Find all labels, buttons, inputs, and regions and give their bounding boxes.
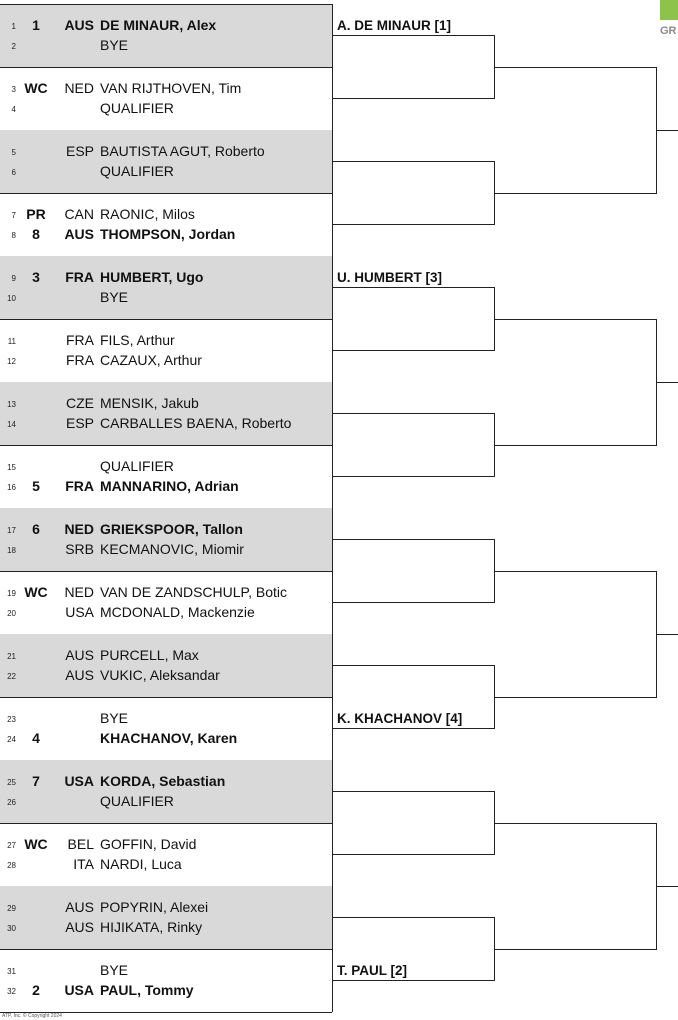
draw-position: 14	[7, 420, 16, 429]
round2-line	[332, 602, 494, 603]
seed-label: 1	[32, 17, 40, 33]
draw-position: 13	[7, 400, 16, 409]
player-nationality: FRA	[65, 269, 94, 285]
player-name: THOMPSON, Jordan	[100, 226, 236, 242]
seed-label: PR	[26, 206, 46, 222]
player-nationality: SRB	[65, 541, 94, 557]
player-name: CAZAUX, Arthur	[100, 352, 202, 368]
player-name: NARDI, Luca	[100, 856, 182, 872]
round2-line	[332, 728, 494, 729]
player-name: HUMBERT, Ugo	[100, 269, 204, 285]
seed-label: 3	[32, 269, 40, 285]
round2-line	[332, 980, 494, 981]
player-nationality: CZE	[66, 395, 94, 411]
player-nationality: FRA	[65, 478, 94, 494]
round2-line	[332, 98, 494, 99]
round2-line	[332, 413, 494, 414]
bracket-divider	[332, 4, 333, 1012]
player-name: CARBALLES BAENA, Roberto	[100, 415, 292, 431]
round3-line	[494, 949, 656, 950]
player-name: QUALIFIER	[100, 100, 174, 116]
tournament-logo	[660, 0, 678, 20]
player-nationality: USA	[65, 604, 94, 620]
draw-position: 30	[7, 924, 16, 933]
player-name: KORDA, Sebastian	[100, 773, 226, 789]
player-nationality: FRA	[66, 352, 94, 368]
row-separator	[0, 571, 332, 572]
round2-line	[332, 539, 494, 540]
round4-line	[656, 382, 678, 383]
match-band	[0, 256, 332, 319]
draw-position: 18	[7, 546, 16, 555]
player-name: POPYRIN, Alexei	[100, 899, 209, 915]
draw-position: 19	[7, 589, 16, 598]
player-name: QUALIFIER	[100, 458, 174, 474]
round2-line	[332, 476, 494, 477]
player-name: KHACHANOV, Karen	[100, 730, 238, 746]
advancing-player: U. HUMBERT [3]	[337, 270, 442, 285]
row-separator	[0, 697, 332, 698]
player-nationality: AUS	[65, 667, 94, 683]
round2-line	[332, 791, 494, 792]
round2-line	[332, 350, 494, 351]
row-separator	[0, 949, 332, 950]
player-name: VAN RIJTHOVEN, Tim	[100, 80, 242, 96]
draw-position: 7	[11, 211, 16, 220]
top-border	[0, 4, 332, 5]
round4-line	[656, 130, 678, 131]
draw-position: 4	[11, 105, 16, 114]
draw-position: 6	[11, 168, 16, 177]
draw-position: 11	[7, 337, 16, 346]
player-name: MANNARINO, Adrian	[100, 478, 239, 494]
round2-line	[332, 287, 494, 288]
player-nationality: ESP	[65, 415, 94, 431]
round2-line	[332, 665, 494, 666]
draw-position: 29	[7, 904, 16, 913]
draw-position: 27	[7, 841, 16, 850]
row-separator	[0, 445, 332, 446]
player-nationality: NED	[64, 521, 94, 537]
round2-line	[332, 224, 494, 225]
seed-label: WC	[24, 836, 48, 852]
match-band	[0, 4, 332, 67]
draw-position: 20	[7, 609, 16, 618]
draw-position: 22	[7, 672, 16, 681]
row-separator	[0, 67, 332, 68]
player-nationality: FRA	[66, 332, 94, 348]
round3-line	[494, 445, 656, 446]
player-nationality: NED	[64, 584, 94, 600]
player-nationality: AUS	[64, 226, 94, 242]
round3-line	[494, 67, 656, 68]
seed-label: WC	[24, 584, 48, 600]
round2-line	[332, 917, 494, 918]
player-nationality: NED	[64, 80, 94, 96]
draw-position: 25	[7, 778, 16, 787]
advancing-player: A. DE MINAUR [1]	[337, 18, 451, 33]
seed-label: 7	[32, 773, 40, 789]
player-name: GRIEKSPOOR, Tallon	[100, 521, 243, 537]
player-name: HIJIKATA, Rinky	[100, 919, 203, 935]
player-nationality: AUS	[65, 647, 94, 663]
player-name: MCDONALD, Mackenzie	[100, 604, 255, 620]
player-nationality: CAN	[64, 206, 94, 222]
player-name: BYE	[100, 962, 129, 978]
round2-line	[332, 35, 494, 36]
player-name: PURCELL, Max	[100, 647, 199, 663]
player-nationality: AUS	[65, 919, 94, 935]
draw-position: 15	[7, 463, 16, 472]
player-name: FILS, Arthur	[100, 332, 175, 348]
draw-position: 12	[7, 357, 16, 366]
player-name: KECMANOVIC, Miomir	[100, 541, 244, 557]
row-separator	[0, 193, 332, 194]
draw-position: 10	[7, 294, 16, 303]
player-name: GOFFIN, David	[100, 836, 197, 852]
draw-position: 24	[7, 735, 16, 744]
row-separator	[0, 319, 332, 320]
player-nationality: USA	[64, 982, 94, 998]
round3-line	[494, 193, 656, 194]
player-nationality: AUS	[65, 899, 94, 915]
draw-position: 21	[7, 652, 16, 661]
player-name: MENSIK, Jakub	[100, 395, 199, 411]
draw-position: 17	[7, 526, 16, 535]
seed-label: WC	[24, 80, 48, 96]
player-nationality: BEL	[67, 836, 94, 852]
seed-label: 4	[32, 730, 40, 746]
player-nationality: AUS	[64, 17, 94, 33]
draw-position: 16	[7, 483, 16, 492]
round2-line	[332, 854, 494, 855]
round3-line	[494, 697, 656, 698]
draw-position: 31	[7, 967, 16, 976]
seed-label: 6	[32, 521, 40, 537]
player-name: DE MINAUR, Alex	[100, 17, 217, 33]
draw-position: 28	[7, 861, 16, 870]
player-name: QUALIFIER	[100, 793, 174, 809]
player-nationality: USA	[64, 773, 94, 789]
draw-position: 5	[11, 148, 16, 157]
player-name: VUKIC, Aleksandar	[100, 667, 220, 683]
copyright-footer: ATP, Inc. © Copyright 2024	[2, 1013, 62, 1019]
player-name: PAUL, Tommy	[100, 982, 194, 998]
draw-position: 1	[11, 22, 16, 31]
player-name: QUALIFIER	[100, 163, 174, 179]
advancing-player: K. KHACHANOV [4]	[337, 711, 463, 726]
player-name: BYE	[100, 289, 129, 305]
round3-line	[494, 571, 656, 572]
player-nationality: ITA	[73, 856, 94, 872]
seed-label: 8	[32, 226, 40, 242]
seed-label: 5	[32, 478, 40, 494]
player-name: BAUTISTA AGUT, Roberto	[100, 143, 265, 159]
player-name: BYE	[100, 37, 129, 53]
round3-line	[494, 319, 656, 320]
row-separator	[0, 823, 332, 824]
round2-line	[332, 161, 494, 162]
draw-position: 8	[11, 231, 16, 240]
draw-position: 26	[7, 798, 16, 807]
draw-position: 9	[11, 274, 16, 283]
round4-line	[656, 634, 678, 635]
draw-position: 3	[11, 85, 16, 94]
draw-position: 23	[7, 715, 16, 724]
round4-line	[656, 886, 678, 887]
player-nationality: ESP	[65, 143, 94, 159]
player-name: VAN DE ZANDSCHULP, Botic	[100, 584, 287, 600]
advancing-player: T. PAUL [2]	[337, 963, 408, 978]
seed-label: 2	[32, 982, 40, 998]
round3-line	[494, 823, 656, 824]
draw-position: 32	[7, 987, 16, 996]
player-name: BYE	[100, 710, 129, 726]
logo-text: GR	[660, 25, 677, 37]
draw-position: 2	[11, 42, 16, 51]
player-name: RAONIC, Milos	[100, 206, 195, 222]
